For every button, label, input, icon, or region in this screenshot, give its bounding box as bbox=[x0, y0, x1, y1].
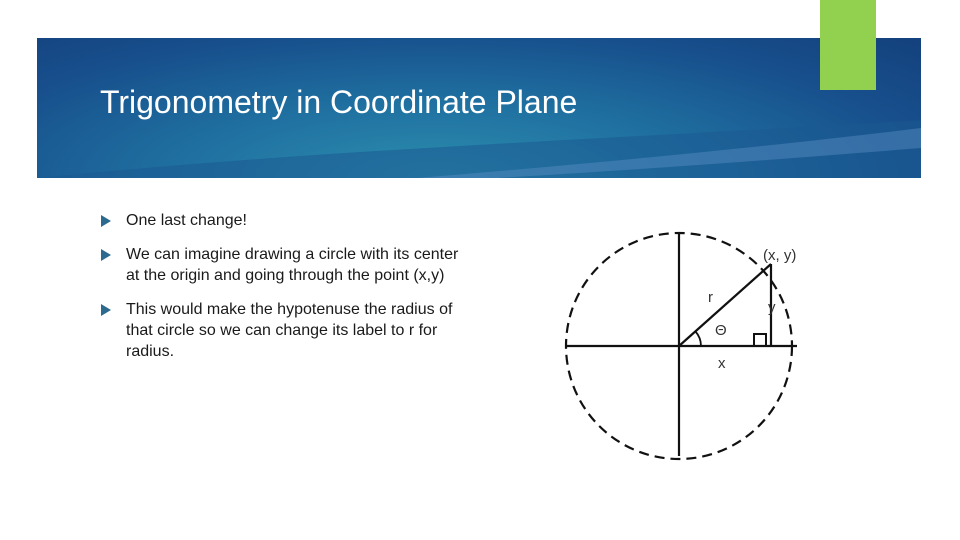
angle-label: Θ bbox=[715, 322, 727, 339]
green-accent-bar bbox=[820, 0, 876, 90]
hypotenuse-label: r bbox=[708, 289, 713, 306]
horizontal-leg-label: x bbox=[718, 355, 726, 372]
triangle-right-icon bbox=[100, 304, 112, 316]
bullet-item bbox=[100, 244, 470, 286]
vertical-leg-label: y bbox=[768, 299, 776, 316]
bullet-item bbox=[100, 299, 470, 362]
right-angle-marker bbox=[754, 334, 766, 346]
bullet-text: This would make the hypotenuse the radius of that circle so we can change its label to r for radius. bbox=[126, 301, 453, 360]
angle-arc bbox=[695, 331, 701, 346]
bullet-text: We can imagine drawing a circle with its center at the origin and going through the point (x,y) bbox=[126, 246, 459, 284]
bullet-text: One last change! bbox=[126, 212, 247, 229]
triangle-right-icon bbox=[100, 215, 112, 227]
bullet-list bbox=[100, 210, 470, 375]
triangle-right-icon bbox=[100, 249, 112, 261]
unit-circle-diagram bbox=[555, 220, 815, 465]
bullet-item bbox=[100, 210, 470, 231]
slide-title: Trigonometry in Coordinate Plane bbox=[100, 84, 578, 120]
point-label: (x, y) bbox=[763, 247, 797, 264]
